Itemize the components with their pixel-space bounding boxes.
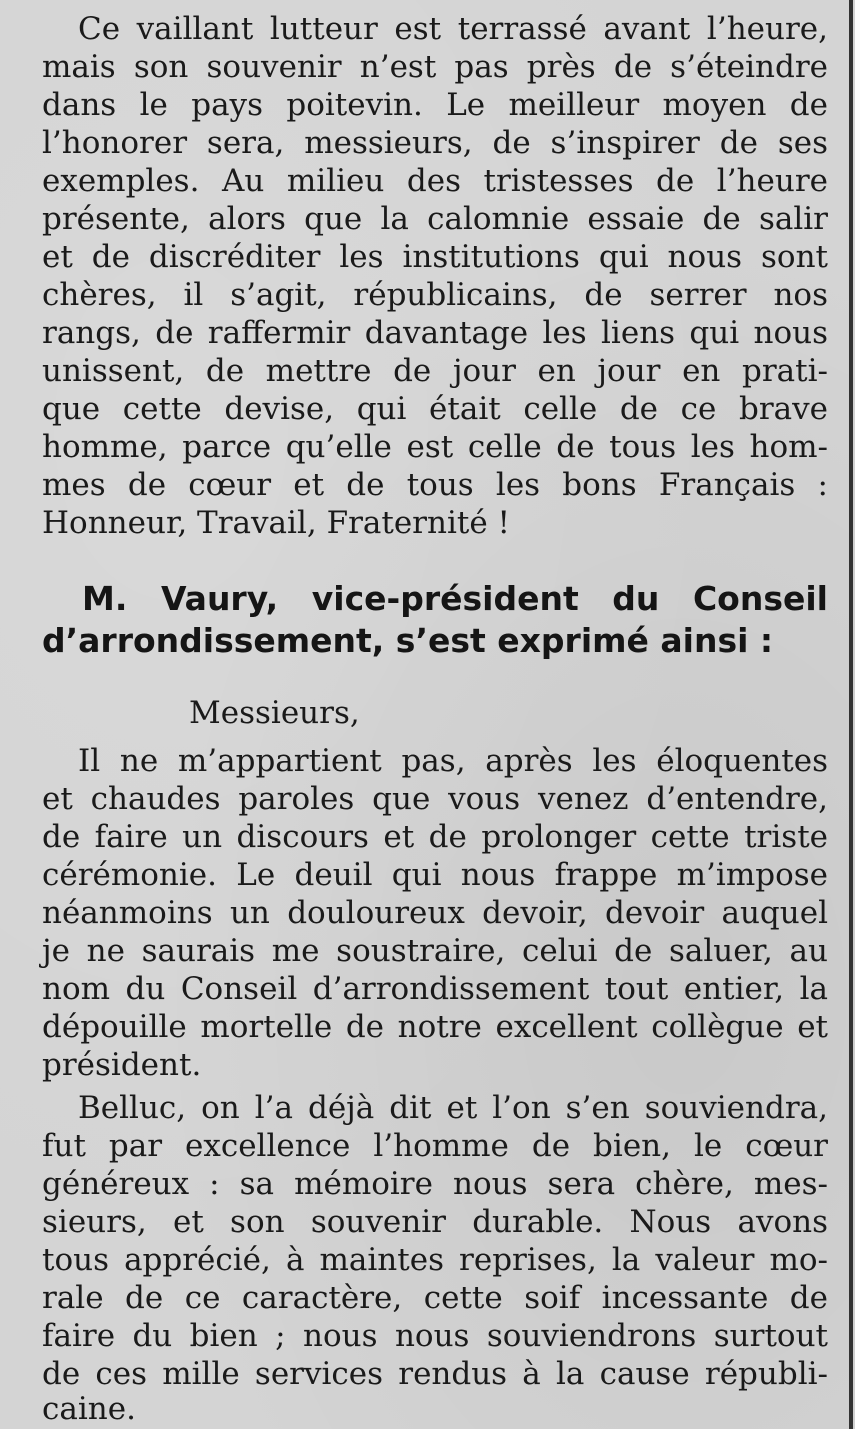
text-line: Belluc, on l’a déjà dit et l’on s’en souviendra,: [78, 1090, 828, 1126]
text-line: Il ne m’appartient pas, après les éloquentes: [78, 743, 828, 779]
text-line: rangs, de raffermir davantage les liens qui nous: [42, 315, 828, 351]
text-line: l’honorer sera, messieurs, de s’inspirer de ses: [42, 125, 828, 161]
text-line: chères, il s’agit, républicains, de serrer nos: [42, 277, 828, 313]
text-line: de ces mille services rendus à la cause républi-: [42, 1356, 828, 1392]
text-line: mes de cœur et de tous les bons Français :: [42, 467, 828, 503]
text-line: tous apprécié, à maintes reprises, la valeur mo-: [42, 1242, 828, 1278]
text-line: homme, parce qu’elle est celle de tous les hom-: [42, 429, 828, 465]
text-line: de faire un discours et de prolonger cette triste: [42, 819, 828, 855]
text-line: sieurs, et son souvenir durable. Nous avons: [42, 1204, 828, 1240]
speaker-heading-line: M. Vaury, vice-président du Conseil: [82, 579, 828, 618]
text-line: caine.: [42, 1391, 136, 1427]
text-line: mais son souvenir n’est pas près de s’éteindre: [42, 49, 828, 85]
text-line: je ne saurais me soustraire, celui de saluer, au: [42, 933, 828, 969]
text-line: fut par excellence l’homme de bien, le cœur: [42, 1128, 828, 1164]
text-line: président.: [42, 1047, 202, 1083]
text-line: et de discréditer les institutions qui nous sont: [42, 239, 828, 275]
text-line: faire du bien ; nous nous souviendrons surtout: [42, 1318, 828, 1354]
text-line: présente, alors que la calomnie essaie de salir: [42, 201, 828, 237]
text-line: exemples. Au milieu des tristesses de l’heure: [42, 163, 828, 199]
text-line: dans le pays poitevin. Le meilleur moyen de: [42, 87, 828, 123]
text-line: unissent, de mettre de jour en jour en prati-: [42, 353, 828, 389]
text-line: Honneur, Travail, Fraternité !: [42, 505, 510, 541]
text-line: généreux : sa mémoire nous sera chère, mes-: [42, 1166, 828, 1202]
text-line: néanmoins un douloureux devoir, devoir auquel: [42, 895, 828, 931]
text-line: que cette devise, qui était celle de ce brave: [42, 391, 828, 427]
column-rule: [849, 0, 853, 1429]
text-line: dépouille mortelle de notre excellent collègue et: [42, 1009, 828, 1045]
salutation: Messieurs,: [189, 695, 360, 731]
text-line: Ce vaillant lutteur est terrassé avant l’heure,: [78, 11, 828, 47]
text-line: et chaudes paroles que vous venez d’entendre,: [42, 781, 828, 817]
text-line: rale de ce caractère, cette soif incessante de: [42, 1280, 828, 1316]
speaker-heading-line: d’arrondissement, s’est exprimé ainsi :: [42, 621, 774, 660]
text-line: nom du Conseil d’arrondissement tout entier, la: [42, 971, 828, 1007]
text-line: cérémonie. Le deuil qui nous frappe m’impose: [42, 857, 828, 893]
